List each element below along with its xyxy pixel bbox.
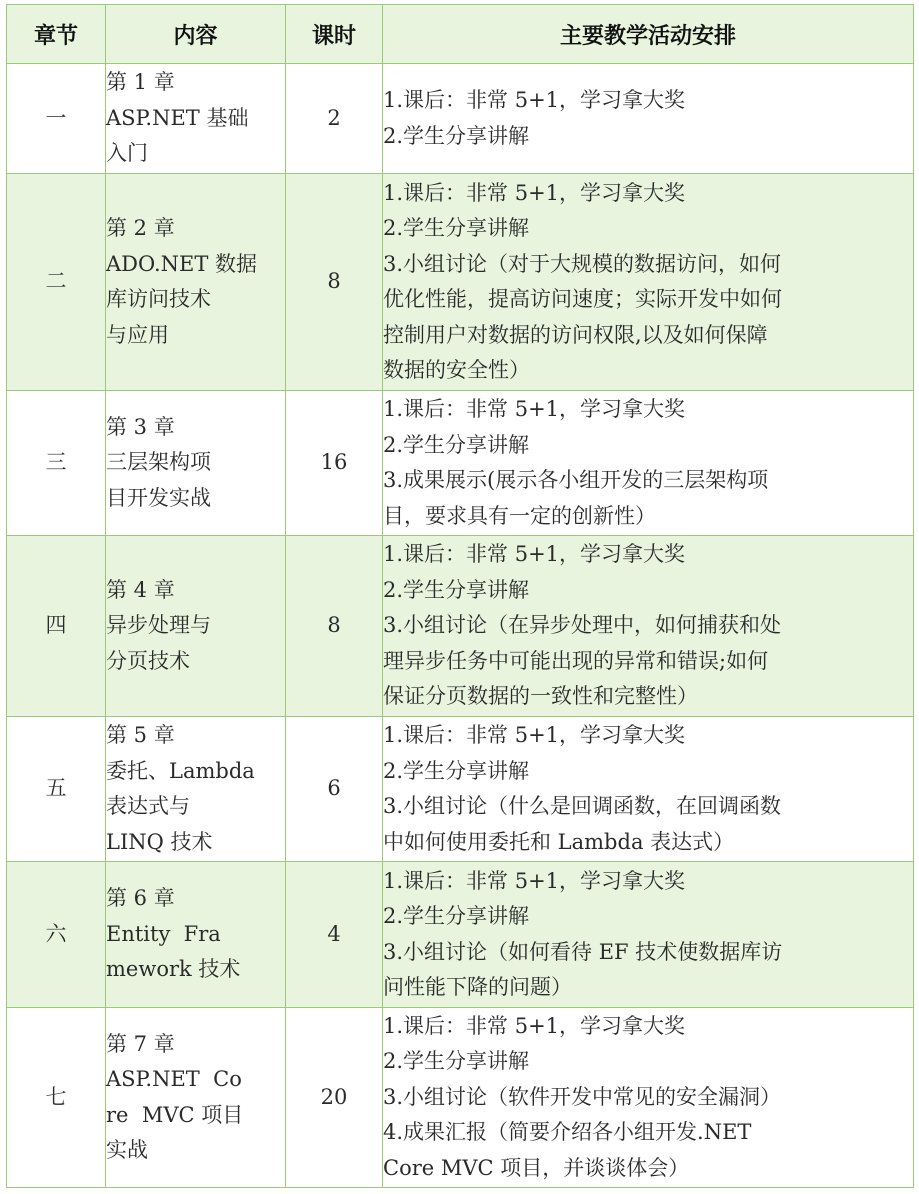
content-line: 实战 xyxy=(106,1138,148,1162)
hours-cell: 8 xyxy=(286,174,383,391)
activity-line: 2.学生分享讲解 xyxy=(383,758,530,783)
content-line: re MVC 项目 xyxy=(106,1102,244,1127)
content-line: 三层架构项 xyxy=(106,450,211,475)
content-line: ADO.NET 数据 xyxy=(106,251,258,276)
content-line: ASP.NET 基础 xyxy=(106,105,249,130)
content-line: 第 7 章 xyxy=(106,1031,175,1056)
chapter-cell: 七 xyxy=(7,1008,106,1188)
hours-cell: 20 xyxy=(286,1008,383,1188)
table-row xyxy=(7,717,914,862)
chapter-cell: 四 xyxy=(7,536,106,717)
activities-cell xyxy=(383,1008,914,1188)
content-cell xyxy=(106,391,286,536)
activity-line: 3.小组讨论（在异步处理中，如何捕获和处 xyxy=(383,613,782,638)
activity-line: 3.小组讨论（什么是回调函数，在回调函数 xyxy=(383,794,782,818)
table-row xyxy=(7,391,914,536)
activity-line: 优化性能，提高访问速度；实际开发中如何 xyxy=(383,287,782,311)
activity-line: 2.学生分享讲解 xyxy=(383,216,530,240)
activities-cell xyxy=(383,862,914,1008)
activity-line: 问性能下降的问题） xyxy=(383,975,572,999)
content-line: 委托、Lambda xyxy=(106,758,255,783)
activity-line: 1.课后：非常 5+1，学习拿大奖 xyxy=(383,88,686,112)
table-row xyxy=(7,536,914,717)
activity-line: 2.学生分享讲解 xyxy=(383,432,530,457)
content-line: 目开发实战 xyxy=(106,485,211,510)
content-line: ASP.NET Co xyxy=(106,1067,242,1091)
table-row xyxy=(7,64,914,174)
activity-line: 目，要求具有一定的创新性） xyxy=(383,503,656,528)
activities-cell xyxy=(383,717,914,862)
activity-line: 1.课后：非常 5+1，学习拿大奖 xyxy=(383,723,686,747)
chapter-cell: 五 xyxy=(7,717,106,862)
content-cell xyxy=(106,174,286,391)
content-line: mework 技术 xyxy=(106,957,241,982)
chapter-cell: 三 xyxy=(7,391,106,536)
content-line: 表达式与 xyxy=(106,794,190,818)
activities-cell xyxy=(383,174,914,391)
content-line: 第 5 章 xyxy=(106,723,175,747)
content-line: 第 2 章 xyxy=(106,216,175,240)
activity-line: 2.学生分享讲解 xyxy=(383,577,530,602)
content-line: 入门 xyxy=(106,141,148,166)
content-line: 与应用 xyxy=(106,322,169,347)
activity-line: 1.课后：非常 5+1，学习拿大奖 xyxy=(383,397,686,421)
content-line: 第 4 章 xyxy=(106,577,175,602)
content-line: 第 1 章 xyxy=(106,70,175,95)
header-content: 内容 xyxy=(106,5,286,64)
content-line: 库访问技术 xyxy=(106,287,211,311)
course-schedule-table xyxy=(6,4,914,1188)
activity-line: 4.成果汇报（简要介绍各小组开发.NET xyxy=(383,1120,752,1145)
hours-cell: 6 xyxy=(286,717,383,862)
content-cell xyxy=(106,717,286,862)
activity-line: 控制用户对数据的访问权限,以及如何保障 xyxy=(383,322,768,347)
activity-line: 理异步任务中可能出现的异常和错误;如何 xyxy=(383,648,769,673)
hours-cell: 16 xyxy=(286,391,383,536)
content-line: 分页技术 xyxy=(106,648,190,673)
table-header-row xyxy=(7,5,914,64)
header-chapter: 章节 xyxy=(7,5,106,64)
chapter-cell: 六 xyxy=(7,862,106,1008)
header-activities: 主要教学活动安排 xyxy=(383,5,914,64)
activity-line: 3.小组讨论（如何看待 EF 技术使数据库访 xyxy=(383,939,783,964)
chapter-cell: 一 xyxy=(7,64,106,174)
activity-line: 2.学生分享讲解 xyxy=(383,1049,530,1074)
activity-line: 中如何使用委托和 Lambda 表达式） xyxy=(383,829,735,854)
content-line: Entity Fra xyxy=(106,921,221,946)
activity-line: 1.课后：非常 5+1，学习拿大奖 xyxy=(383,542,686,567)
content-cell xyxy=(106,1008,286,1188)
activities-cell xyxy=(383,64,914,174)
activity-line: 3.小组讨论（软件开发中常见的安全漏洞） xyxy=(383,1084,782,1109)
header-hours: 课时 xyxy=(286,5,383,64)
activity-line: 2.学生分享讲解 xyxy=(383,904,530,928)
table-row xyxy=(7,1008,914,1188)
activity-line: 1.课后：非常 5+1，学习拿大奖 xyxy=(383,180,686,205)
activity-line: 3.成果展示(展示各小组开发的三层架构项 xyxy=(383,468,769,492)
activity-line: 保证分页数据的一致性和完整性） xyxy=(383,684,698,709)
activity-line: 数据的安全性） xyxy=(383,358,530,382)
content-line: 第 6 章 xyxy=(106,886,175,911)
content-cell xyxy=(106,536,286,717)
content-cell xyxy=(106,862,286,1008)
content-line: 异步处理与 xyxy=(106,613,211,638)
activity-line: 3.小组讨论（对于大规模的数据访问，如何 xyxy=(383,251,782,276)
content-line: 第 3 章 xyxy=(106,414,175,439)
hours-cell: 4 xyxy=(286,862,383,1008)
activity-line: 2.学生分享讲解 xyxy=(383,123,530,148)
content-line: LINQ 技术 xyxy=(106,829,213,854)
hours-cell: 8 xyxy=(286,536,383,717)
activity-line: 1.课后：非常 5+1，学习拿大奖 xyxy=(383,1013,686,1038)
content-cell xyxy=(106,64,286,174)
activities-cell xyxy=(383,391,914,536)
activity-line: 1.课后：非常 5+1，学习拿大奖 xyxy=(383,868,686,893)
activities-cell xyxy=(383,536,914,717)
chapter-cell: 二 xyxy=(7,174,106,391)
table-row xyxy=(7,862,914,1008)
table-row xyxy=(7,174,914,391)
activity-line: Core MVC 项目，并谈谈体会） xyxy=(383,1155,690,1180)
hours-cell: 2 xyxy=(286,64,383,174)
